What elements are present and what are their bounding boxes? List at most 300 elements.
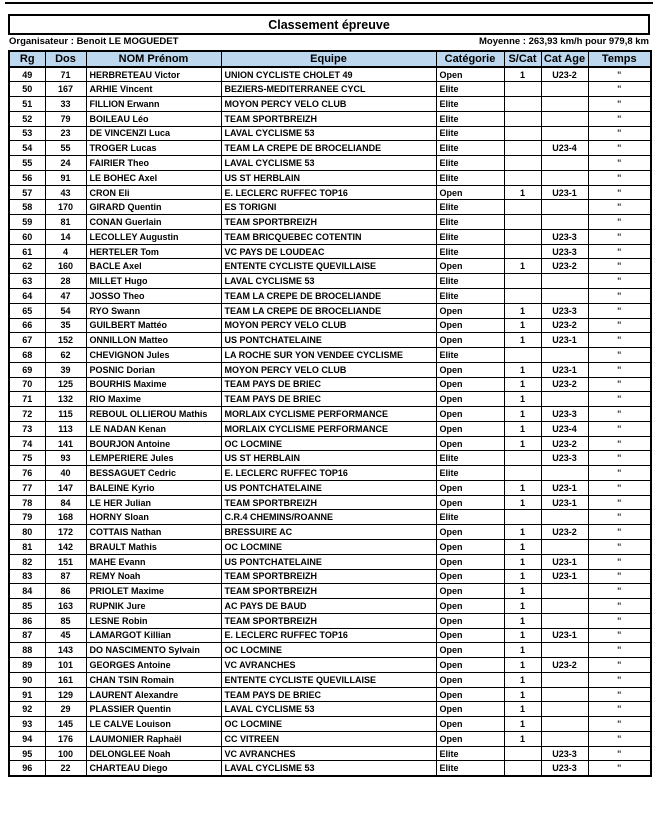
cell-temps: " xyxy=(588,746,651,761)
cell-equipe: E. LECLERC RUFFEC TOP16 xyxy=(221,185,436,200)
cell-nom: PLASSIER Quentin xyxy=(86,702,221,717)
cell-dos: 91 xyxy=(45,170,86,185)
cell-rg: 54 xyxy=(9,141,45,156)
cell-temps: " xyxy=(588,702,651,717)
cell-equipe: MORLAIX CYCLISME PERFORMANCE xyxy=(221,407,436,422)
cell-categorie: Open xyxy=(436,480,504,495)
cell-catage: U23-3 xyxy=(541,303,588,318)
cell-temps: " xyxy=(588,67,651,82)
cell-equipe: OC LOCMINE xyxy=(221,717,436,732)
cell-nom: BACLE Axel xyxy=(86,259,221,274)
table-row xyxy=(9,111,651,126)
cell-scat: 1 xyxy=(504,613,541,628)
cell-equipe: LAVAL CYCLISME 53 xyxy=(221,126,436,141)
cell-dos: 79 xyxy=(45,111,86,126)
cell-categorie: Open xyxy=(436,569,504,584)
cell-catage: U23-1 xyxy=(541,333,588,348)
cell-nom: BALEINE Kyrio xyxy=(86,480,221,495)
cell-scat: 1 xyxy=(504,643,541,658)
cell-catage xyxy=(541,97,588,112)
cell-categorie: Open xyxy=(436,672,504,687)
cell-nom: LAMARGOT Killian xyxy=(86,628,221,643)
table-row xyxy=(9,599,651,614)
cell-temps: " xyxy=(588,111,651,126)
cell-nom: GIRARD Quentin xyxy=(86,200,221,215)
cell-scat: 1 xyxy=(504,377,541,392)
cell-rg: 88 xyxy=(9,643,45,658)
cell-dos: 141 xyxy=(45,436,86,451)
cell-categorie: Elite xyxy=(436,170,504,185)
cell-dos: 71 xyxy=(45,67,86,82)
cell-catage: U23-3 xyxy=(541,451,588,466)
cell-scat: 1 xyxy=(504,392,541,407)
cell-temps: " xyxy=(588,156,651,171)
cell-temps: " xyxy=(588,288,651,303)
cell-catage xyxy=(541,200,588,215)
cell-temps: " xyxy=(588,436,651,451)
cell-equipe: ENTENTE CYCLISTE QUEVILLAISE xyxy=(221,672,436,687)
cell-rg: 65 xyxy=(9,303,45,318)
cell-rg: 84 xyxy=(9,584,45,599)
cell-scat: 1 xyxy=(504,421,541,436)
cell-categorie: Elite xyxy=(436,229,504,244)
cell-temps: " xyxy=(588,200,651,215)
cell-catage xyxy=(541,82,588,97)
cell-nom: DE VINCENZI Luca xyxy=(86,126,221,141)
cell-dos: 147 xyxy=(45,480,86,495)
cell-categorie: Open xyxy=(436,717,504,732)
cell-scat xyxy=(504,746,541,761)
table-row xyxy=(9,97,651,112)
cell-temps: " xyxy=(588,584,651,599)
cell-rg: 58 xyxy=(9,200,45,215)
cell-equipe: US PONTCHATELAINE xyxy=(221,554,436,569)
cell-scat: 1 xyxy=(504,628,541,643)
cell-scat: 1 xyxy=(504,333,541,348)
cell-equipe: LAVAL CYCLISME 53 xyxy=(221,156,436,171)
cell-rg: 57 xyxy=(9,185,45,200)
cell-scat xyxy=(504,200,541,215)
cell-temps: " xyxy=(588,82,651,97)
cell-dos: 86 xyxy=(45,584,86,599)
cell-dos: 167 xyxy=(45,82,86,97)
cell-equipe: OC LOCMINE xyxy=(221,436,436,451)
table-row xyxy=(9,480,651,495)
cell-equipe: BRESSUIRE AC xyxy=(221,525,436,540)
cell-rg: 80 xyxy=(9,525,45,540)
cell-equipe: TEAM PAYS DE BRIEC xyxy=(221,392,436,407)
table-row xyxy=(9,687,651,702)
cell-catage xyxy=(541,687,588,702)
column-header-catage: Cat Age xyxy=(541,51,588,67)
cell-temps: " xyxy=(588,672,651,687)
cell-catage: U23-4 xyxy=(541,141,588,156)
table-row xyxy=(9,672,651,687)
cell-catage xyxy=(541,288,588,303)
cell-categorie: Open xyxy=(436,436,504,451)
results-table xyxy=(8,50,652,777)
cell-equipe: CC VITREEN xyxy=(221,731,436,746)
cell-nom: CHEVIGNON Jules xyxy=(86,348,221,363)
cell-categorie: Open xyxy=(436,687,504,702)
cell-nom: RIO Maxime xyxy=(86,392,221,407)
cell-dos: 35 xyxy=(45,318,86,333)
cell-rg: 85 xyxy=(9,599,45,614)
table-row xyxy=(9,525,651,540)
cell-categorie: Open xyxy=(436,702,504,717)
table-row xyxy=(9,215,651,230)
cell-catage: U23-3 xyxy=(541,244,588,259)
cell-equipe: US ST HERBLAIN xyxy=(221,170,436,185)
cell-temps: " xyxy=(588,229,651,244)
cell-nom: BOILEAU Léo xyxy=(86,111,221,126)
cell-catage xyxy=(541,392,588,407)
table-row xyxy=(9,392,651,407)
cell-nom: ONNILLON Matteo xyxy=(86,333,221,348)
cell-categorie: Open xyxy=(436,628,504,643)
table-row xyxy=(9,510,651,525)
page-title: Classement épreuve xyxy=(8,14,650,35)
cell-dos: 152 xyxy=(45,333,86,348)
cell-catage: U23-3 xyxy=(541,407,588,422)
cell-scat: 1 xyxy=(504,495,541,510)
cell-catage: U23-2 xyxy=(541,377,588,392)
cell-nom: LE NADAN Kenan xyxy=(86,421,221,436)
column-header-scat: S/Cat xyxy=(504,51,541,67)
cell-rg: 70 xyxy=(9,377,45,392)
cell-catage xyxy=(541,274,588,289)
table-row xyxy=(9,377,651,392)
cell-rg: 49 xyxy=(9,67,45,82)
column-header-temps: Temps xyxy=(588,51,651,67)
cell-temps: " xyxy=(588,451,651,466)
cell-rg: 62 xyxy=(9,259,45,274)
cell-categorie: Open xyxy=(436,392,504,407)
cell-temps: " xyxy=(588,466,651,481)
cell-rg: 93 xyxy=(9,717,45,732)
cell-temps: " xyxy=(588,687,651,702)
cell-catage: U23-1 xyxy=(541,480,588,495)
cell-temps: " xyxy=(588,407,651,422)
cell-categorie: Open xyxy=(436,303,504,318)
cell-nom: REBOUL OLLIEROU Mathis xyxy=(86,407,221,422)
table-row xyxy=(9,731,651,746)
cell-temps: " xyxy=(588,244,651,259)
table-row xyxy=(9,407,651,422)
cell-rg: 68 xyxy=(9,348,45,363)
cell-categorie: Open xyxy=(436,318,504,333)
cell-scat xyxy=(504,274,541,289)
cell-dos: 81 xyxy=(45,215,86,230)
cell-catage xyxy=(541,731,588,746)
cell-temps: " xyxy=(588,421,651,436)
cell-scat: 1 xyxy=(504,687,541,702)
cell-dos: 129 xyxy=(45,687,86,702)
results-table-header xyxy=(9,51,651,67)
cell-catage xyxy=(541,584,588,599)
table-row xyxy=(9,540,651,555)
cell-temps: " xyxy=(588,170,651,185)
cell-equipe: OC LOCMINE xyxy=(221,643,436,658)
cell-nom: LESNE Robin xyxy=(86,613,221,628)
cell-dos: 47 xyxy=(45,288,86,303)
cell-nom: REMY Noah xyxy=(86,569,221,584)
cell-temps: " xyxy=(588,613,651,628)
table-row xyxy=(9,554,651,569)
cell-catage xyxy=(541,111,588,126)
cell-scat xyxy=(504,141,541,156)
cell-categorie: Elite xyxy=(436,746,504,761)
cell-catage: U23-2 xyxy=(541,67,588,82)
cell-equipe: MOYON PERCY VELO CLUB xyxy=(221,362,436,377)
cell-scat xyxy=(504,126,541,141)
cell-temps: " xyxy=(588,303,651,318)
table-row xyxy=(9,288,651,303)
cell-scat xyxy=(504,170,541,185)
column-header-equipe: Equipe xyxy=(221,51,436,67)
cell-categorie: Elite xyxy=(436,156,504,171)
cell-dos: 29 xyxy=(45,702,86,717)
table-row xyxy=(9,746,651,761)
cell-scat: 1 xyxy=(504,554,541,569)
table-row xyxy=(9,170,651,185)
cell-rg: 53 xyxy=(9,126,45,141)
cell-nom: GUILBERT Mattéo xyxy=(86,318,221,333)
cell-nom: CONAN Guerlain xyxy=(86,215,221,230)
cell-temps: " xyxy=(588,525,651,540)
cell-categorie: Open xyxy=(436,584,504,599)
cell-dos: 14 xyxy=(45,229,86,244)
average-speed-label: Moyenne : 263,93 km/h pour 979,8 km xyxy=(478,36,649,47)
table-row xyxy=(9,82,651,97)
cell-equipe: TEAM PAYS DE BRIEC xyxy=(221,687,436,702)
table-row xyxy=(9,421,651,436)
table-row xyxy=(9,141,651,156)
cell-temps: " xyxy=(588,599,651,614)
cell-dos: 33 xyxy=(45,97,86,112)
cell-dos: 142 xyxy=(45,540,86,555)
cell-scat: 1 xyxy=(504,584,541,599)
cell-catage xyxy=(541,613,588,628)
cell-scat xyxy=(504,215,541,230)
cell-rg: 94 xyxy=(9,731,45,746)
cell-scat: 1 xyxy=(504,658,541,673)
table-row xyxy=(9,761,651,776)
cell-dos: 43 xyxy=(45,185,86,200)
cell-rg: 66 xyxy=(9,318,45,333)
table-row xyxy=(9,200,651,215)
cell-dos: 93 xyxy=(45,451,86,466)
cell-catage xyxy=(541,466,588,481)
results-table-body xyxy=(9,67,651,776)
cell-dos: 87 xyxy=(45,569,86,584)
cell-nom: LAURENT Alexandre xyxy=(86,687,221,702)
cell-categorie: Elite xyxy=(436,348,504,363)
cell-dos: 163 xyxy=(45,599,86,614)
cell-catage: U23-3 xyxy=(541,229,588,244)
cell-temps: " xyxy=(588,348,651,363)
cell-catage: U23-2 xyxy=(541,318,588,333)
cell-rg: 51 xyxy=(9,97,45,112)
cell-equipe: TEAM BRICQUEBEC COTENTIN xyxy=(221,229,436,244)
cell-catage xyxy=(541,643,588,658)
cell-equipe: TEAM LA CREPE DE BROCELIANDE xyxy=(221,303,436,318)
cell-nom: LE BOHEC Axel xyxy=(86,170,221,185)
table-row xyxy=(9,466,651,481)
table-row xyxy=(9,658,651,673)
cell-dos: 4 xyxy=(45,244,86,259)
cell-nom: PRIOLET Maxime xyxy=(86,584,221,599)
column-header-rg: Rg xyxy=(9,51,45,67)
cell-categorie: Open xyxy=(436,421,504,436)
cell-temps: " xyxy=(588,628,651,643)
cell-scat xyxy=(504,466,541,481)
cell-categorie: Elite xyxy=(436,288,504,303)
cell-rg: 73 xyxy=(9,421,45,436)
table-row xyxy=(9,156,651,171)
cell-dos: 125 xyxy=(45,377,86,392)
cell-dos: 161 xyxy=(45,672,86,687)
cell-catage: U23-3 xyxy=(541,746,588,761)
table-row xyxy=(9,628,651,643)
cell-temps: " xyxy=(588,259,651,274)
cell-categorie: Elite xyxy=(436,215,504,230)
cell-scat xyxy=(504,348,541,363)
cell-scat xyxy=(504,244,541,259)
cell-catage xyxy=(541,348,588,363)
cell-categorie: Open xyxy=(436,599,504,614)
cell-temps: " xyxy=(588,569,651,584)
cell-scat: 1 xyxy=(504,259,541,274)
cell-categorie: Elite xyxy=(436,141,504,156)
cell-nom: LE CALVE Louison xyxy=(86,717,221,732)
cell-nom: MAHE Evann xyxy=(86,554,221,569)
cell-rg: 74 xyxy=(9,436,45,451)
cell-rg: 69 xyxy=(9,362,45,377)
cell-temps: " xyxy=(588,362,651,377)
cell-catage xyxy=(541,156,588,171)
cell-dos: 143 xyxy=(45,643,86,658)
table-row xyxy=(9,584,651,599)
cell-dos: 55 xyxy=(45,141,86,156)
column-header-categorie: Catégorie xyxy=(436,51,504,67)
cell-temps: " xyxy=(588,480,651,495)
cell-catage: U23-3 xyxy=(541,761,588,776)
cell-catage: U23-1 xyxy=(541,628,588,643)
cell-equipe: LAVAL CYCLISME 53 xyxy=(221,274,436,289)
cell-scat xyxy=(504,82,541,97)
cell-scat: 1 xyxy=(504,436,541,451)
cell-temps: " xyxy=(588,510,651,525)
cell-scat: 1 xyxy=(504,362,541,377)
cell-temps: " xyxy=(588,717,651,732)
cell-scat: 1 xyxy=(504,480,541,495)
cell-categorie: Elite xyxy=(436,97,504,112)
cell-scat xyxy=(504,229,541,244)
cell-nom: LAUMONIER Raphaël xyxy=(86,731,221,746)
cell-nom: POSNIC Dorian xyxy=(86,362,221,377)
cell-rg: 96 xyxy=(9,761,45,776)
cell-catage: U23-1 xyxy=(541,569,588,584)
cell-dos: 168 xyxy=(45,510,86,525)
cell-equipe: US ST HERBLAIN xyxy=(221,451,436,466)
table-row xyxy=(9,126,651,141)
cell-temps: " xyxy=(588,495,651,510)
cell-scat: 1 xyxy=(504,569,541,584)
cell-scat xyxy=(504,761,541,776)
cell-equipe: LAVAL CYCLISME 53 xyxy=(221,761,436,776)
cell-categorie: Open xyxy=(436,333,504,348)
cell-equipe: E. LECLERC RUFFEC TOP16 xyxy=(221,628,436,643)
cell-nom: GEORGES Antoine xyxy=(86,658,221,673)
cell-nom: LEMPERIERE Jules xyxy=(86,451,221,466)
cell-rg: 76 xyxy=(9,466,45,481)
cell-rg: 86 xyxy=(9,613,45,628)
cell-equipe: TEAM LA CREPE DE BROCELIANDE xyxy=(221,141,436,156)
cell-equipe: AC PAYS DE BAUD xyxy=(221,599,436,614)
cell-equipe: TEAM LA CREPE DE BROCELIANDE xyxy=(221,288,436,303)
cell-rg: 95 xyxy=(9,746,45,761)
cell-dos: 113 xyxy=(45,421,86,436)
cell-temps: " xyxy=(588,274,651,289)
cell-categorie: Open xyxy=(436,407,504,422)
cell-equipe: VC AVRANCHES xyxy=(221,658,436,673)
cell-rg: 89 xyxy=(9,658,45,673)
cell-equipe: VC PAYS DE LOUDEAC xyxy=(221,244,436,259)
cell-equipe: TEAM SPORTBREIZH xyxy=(221,215,436,230)
cell-catage xyxy=(541,510,588,525)
table-row xyxy=(9,495,651,510)
cell-nom: CRON Eli xyxy=(86,185,221,200)
cell-nom: RYO Swann xyxy=(86,303,221,318)
cell-equipe: E. LECLERC RUFFEC TOP16 xyxy=(221,466,436,481)
cell-equipe: UNION CYCLISTE CHOLET 49 xyxy=(221,67,436,82)
table-row xyxy=(9,643,651,658)
cell-equipe: LA ROCHE SUR YON VENDEE CYCLISME xyxy=(221,348,436,363)
cell-temps: " xyxy=(588,97,651,112)
cell-scat xyxy=(504,111,541,126)
table-row xyxy=(9,318,651,333)
cell-rg: 87 xyxy=(9,628,45,643)
cell-categorie: Open xyxy=(436,554,504,569)
table-row xyxy=(9,436,651,451)
cell-equipe: TEAM SPORTBREIZH xyxy=(221,613,436,628)
cell-catage: U23-2 xyxy=(541,525,588,540)
page-top-rule xyxy=(5,2,653,4)
cell-equipe: ENTENTE CYCLISTE QUEVILLAISE xyxy=(221,259,436,274)
cell-nom: BESSAGUET Cedric xyxy=(86,466,221,481)
cell-equipe: LAVAL CYCLISME 53 xyxy=(221,702,436,717)
cell-catage xyxy=(541,126,588,141)
cell-scat xyxy=(504,97,541,112)
cell-nom: BRAULT Mathis xyxy=(86,540,221,555)
cell-categorie: Elite xyxy=(436,451,504,466)
cell-dos: 39 xyxy=(45,362,86,377)
cell-catage: U23-4 xyxy=(541,421,588,436)
cell-temps: " xyxy=(588,540,651,555)
cell-categorie: Elite xyxy=(436,274,504,289)
cell-scat: 1 xyxy=(504,318,541,333)
cell-dos: 101 xyxy=(45,658,86,673)
cell-scat: 1 xyxy=(504,599,541,614)
cell-dos: 132 xyxy=(45,392,86,407)
cell-dos: 84 xyxy=(45,495,86,510)
cell-dos: 62 xyxy=(45,348,86,363)
cell-dos: 23 xyxy=(45,126,86,141)
organizer-label: Organisateur : Benoit LE MOGUEDET xyxy=(9,36,179,47)
cell-rg: 81 xyxy=(9,540,45,555)
cell-catage xyxy=(541,717,588,732)
